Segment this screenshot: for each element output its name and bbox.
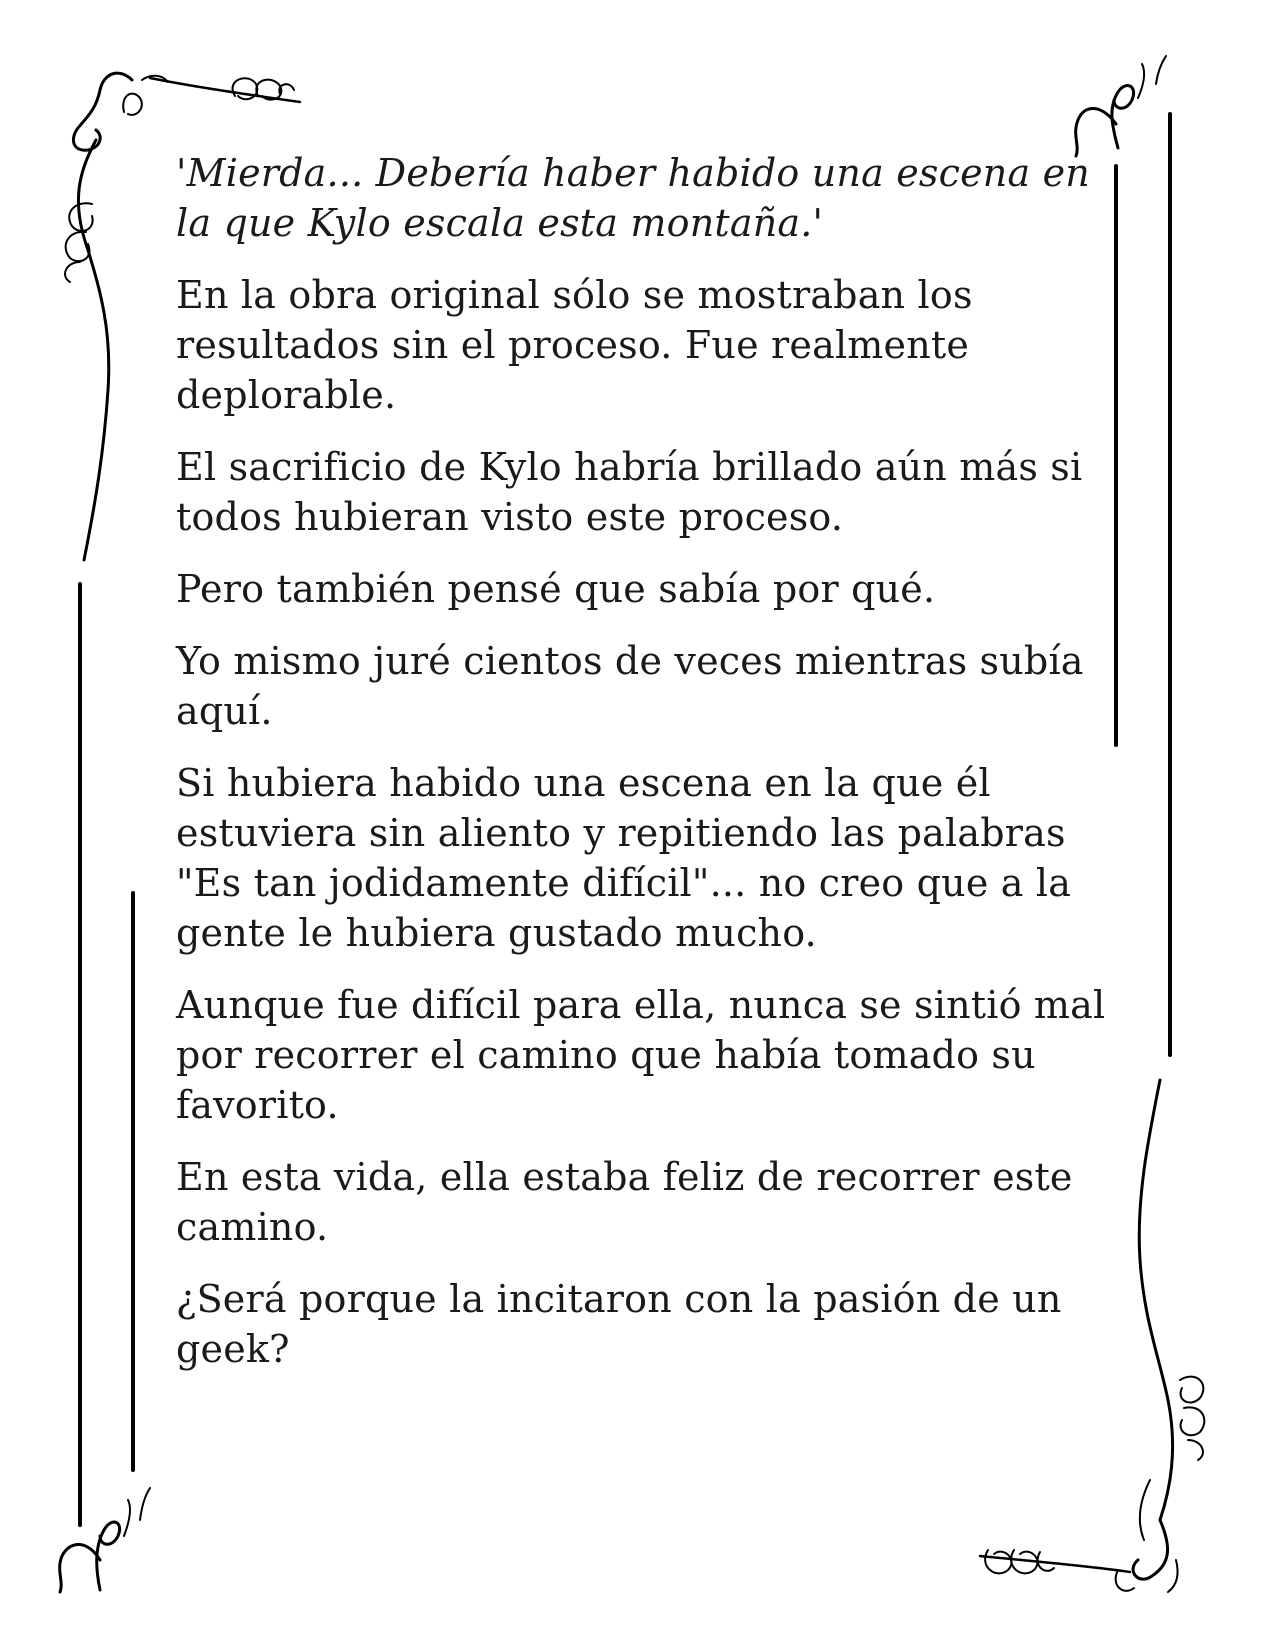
- paragraph-6: Si hubiera habido una escena en la que él estuviera sin aliento y repitiendo las palabras "Es tan jodidamente difícil"... no creo que a la gente le hubiera gustado mucho.: [176, 761, 1072, 955]
- top-right-flourish: [1076, 56, 1166, 156]
- paragraph-3: El sacrificio de Kylo habría brillado aún más si todos hubieran visto este proceso.: [176, 445, 1083, 539]
- paragraph-4: Pero también pensé que sabía por qué.: [176, 567, 936, 611]
- paragraph-1: 'Mierda... Debería haber habido una escena en la que Kylo escala esta montaña.': [176, 151, 1090, 245]
- paragraph-7: Aunque fue difícil para ella, nunca se sintió mal por recorrer el camino que había tomado su favorito.: [176, 983, 1106, 1127]
- paragraph-5: Yo mismo juré cientos de veces mientras subía aquí.: [176, 639, 1084, 733]
- paragraph-8: En esta vida, ella estaba feliz de recorrer este camino.: [176, 1155, 1073, 1249]
- paragraph-9: ¿Será porque la incitaron con la pasión de un geek?: [176, 1277, 1062, 1371]
- bottom-left-flourish: [60, 1488, 150, 1592]
- paragraph-2: En la obra original sólo se mostraban los resultados sin el proceso. Fue realmente deplorable.: [176, 273, 973, 417]
- page-text: [176, 148, 1116, 1396]
